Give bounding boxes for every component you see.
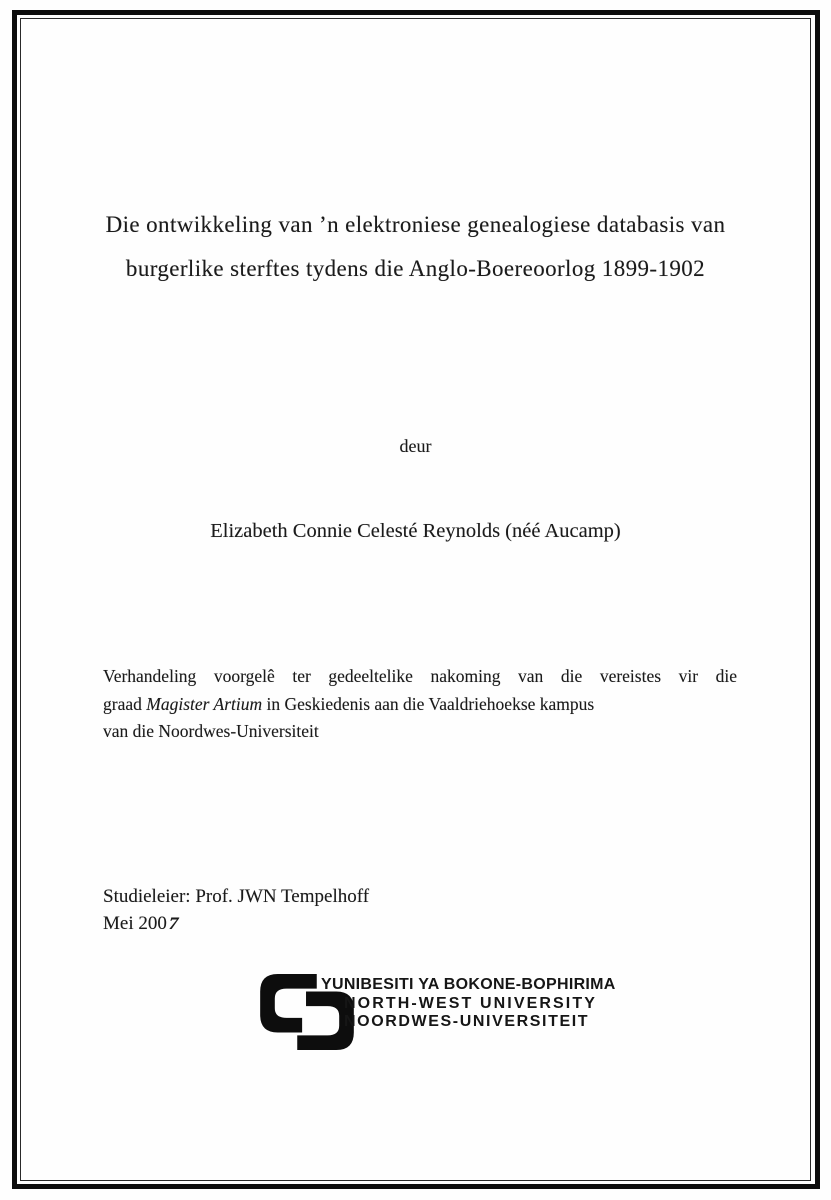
byline-deur: deur — [399, 436, 432, 456]
statement-line-2-post: in Geskiedenis aan die Vaaldriehoekse kampus — [262, 693, 595, 714]
thesis-title-line-2: burgerlike sterftes tydens die Anglo-Boereoorlog 1899-1902 — [125, 256, 706, 281]
statement-line-2 — [103, 691, 737, 719]
statement-line-3: van die Noordwes-Universiteit — [103, 721, 319, 741]
statement-line-2-pre: graad — [103, 693, 147, 714]
date-last-digit: 7 — [166, 914, 181, 934]
thesis-title-line-1: Die ontwikkeling van ’n elektroniese genealogiese databasis van — [105, 212, 726, 237]
logo-text-english: NORTH-WEST UNIVERSITY — [344, 994, 597, 1012]
submission-statement — [103, 663, 737, 746]
author-name: Elizabeth Connie Celesté Reynolds (néé Aucamp) — [210, 520, 621, 542]
degree-name-italic: Magister Artium — [146, 693, 263, 714]
statement-line-1: Verhandeling voorgelê ter gedeeltelike nakoming van die vereistes vir die — [103, 666, 737, 686]
date-line — [103, 913, 181, 935]
university-logo — [257, 972, 616, 1052]
supervisor-line: Studieleier: Prof. JWN Tempelhoff — [103, 886, 370, 907]
university-logo-text — [321, 976, 616, 1032]
logo-text-afrikaans: NOORDWES-UNIVERSITEIT — [344, 1013, 590, 1030]
date-prefix: Mei 200 — [103, 913, 167, 934]
logo-text-setswana: YUNIBESITI YA BOKONE-BOPHIRIMA — [321, 976, 616, 993]
